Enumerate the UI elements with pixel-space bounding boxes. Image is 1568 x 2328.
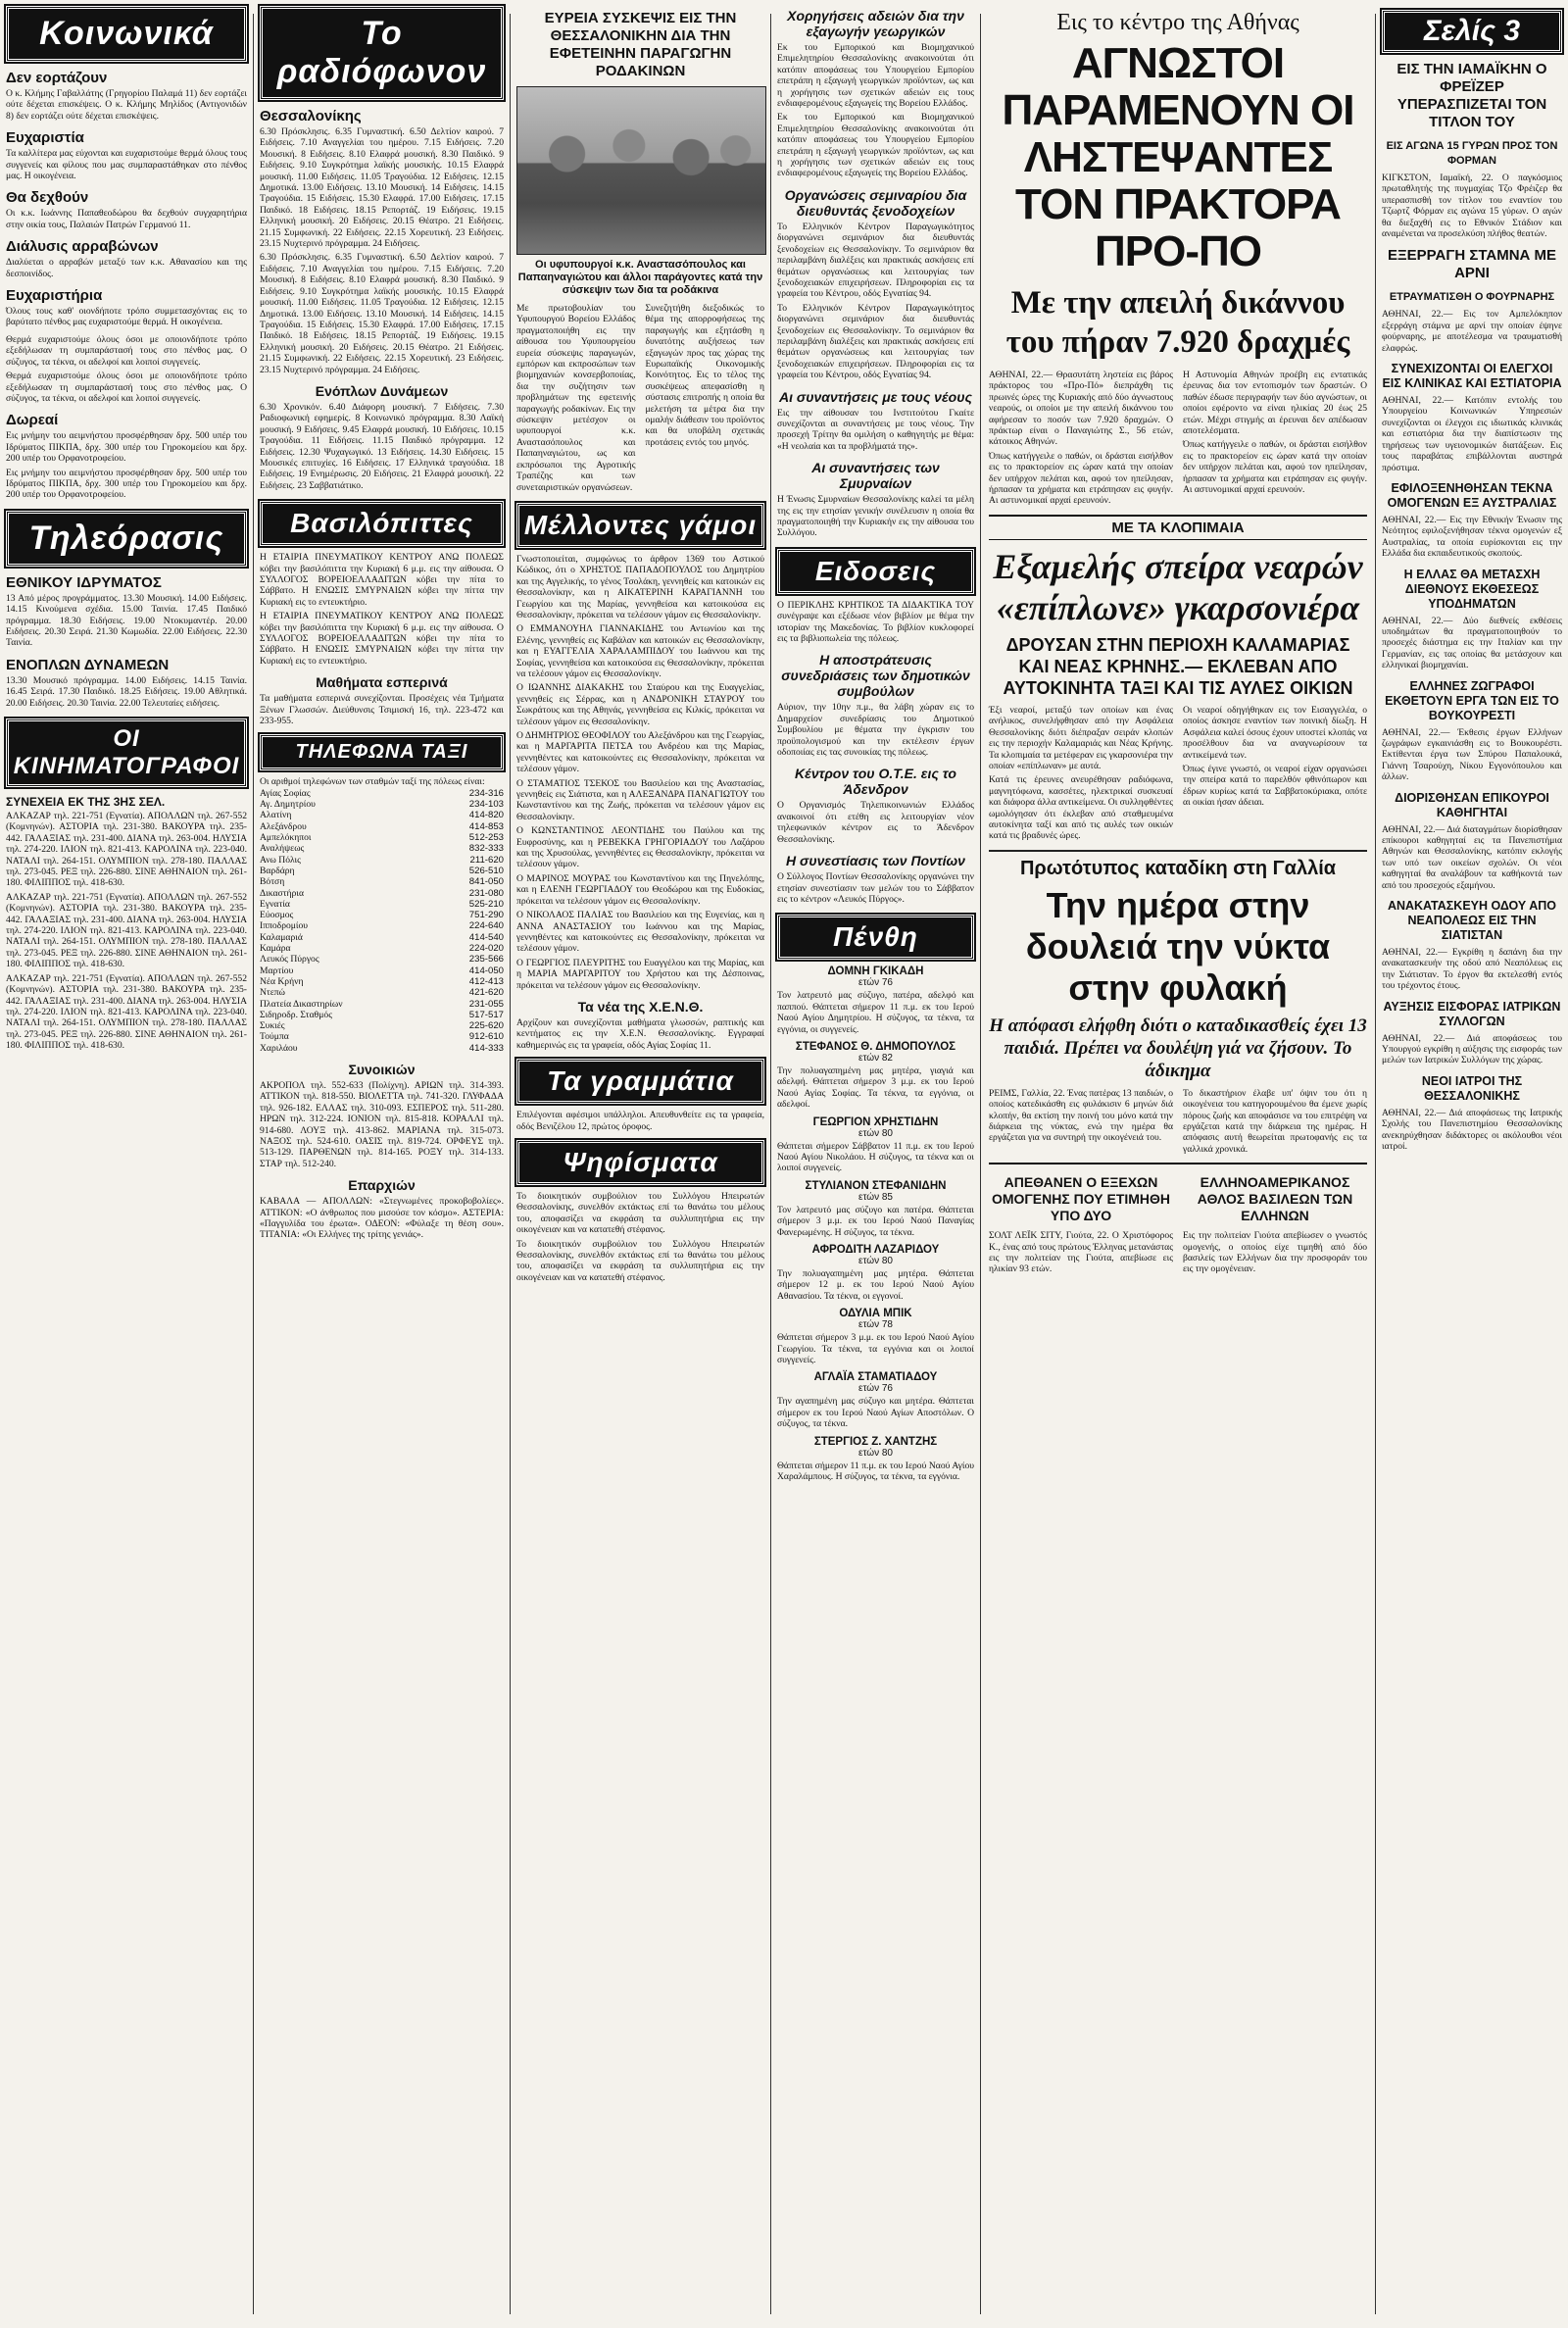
obituary-text: Την πολυαγαπημένη μας μητέρα. Θάπτεται σήμερον 12 μ. εκ του Ιερού Ναού Αγίου Αθανασίου. Τα τέκνα, οι εγγονοί. xyxy=(777,1268,974,1302)
province-cinemas-text: ΚΑΒΑΛΑ — ΑΠΟΛΛΩΝ: «Στεγνωμένες προκοβοβολίες». ΑΤΤΙΚΟΝ: «Ο άνθρωπος που μισούσε τον κόσμο». ΑΣΤΕΡΙΑ: «Παγγυλίδα του έρωτα». ΟΔΕΟΝ: «Φύλαξε τη θέση σου». ΤΙΤΑΝΙΑ: «Οι Ελλήνες της τρίτης γενιάς». xyxy=(260,1196,504,1241)
story-text: Το Ελληνικόν Κέντρον Παραγωγικότητος διοργανώνει σεμινάριον δια διευθυντάς ξενοδοχείων εις Θεσσαλονίκην. Το σεμινάριον θα περιλαμβάνη διαλέξεις και πρακτικάς ασκήσεις επί θεμάτων οργανώσεως και λειτουργίας των ξενοδοχειακών επιχειρήσεων. Πληροφορίαι εις τα γραφεία του Κέντρου, οδός Εγνατίας 94. xyxy=(777,302,974,381)
thanks-text: Θερμά ευχαριστούμε όλους όσοι με οποιονδήποτε τρόπο εξεδήλωσαν τη συμπαράστασή τους στο πένθος μας. Ο σύζυγος, τα τέκνα, οι αδελφοί και λοιποί συγγενείς. xyxy=(6,371,247,404)
vasilopita-text: Η ΕΤΑΙΡΙΑ ΠΝΕΥΜΑΤΙΚΟΥ ΚΕΝΤΡΟΥ ΑΝΩ ΠΟΛΕΩΣ κόβει την βασιλόπιττα την Κυριακή 6 μ.μ. εις την αίθουσα. Ο ΣΥΛΛΟΓΟΣ ΒΟΡΕΙΟΕΛΛΑΔΙΤΩΝ κόβει την πίτα το Σάββατο. Η ΕΝΩΣΙΣ ΣΜΥΡΝΑΙΩΝ κόβει την πίττα την Κυριακή εις το εντευκτήριο. xyxy=(260,552,504,608)
lead-kicker: Εις το κέντρο της Αθήνας xyxy=(1056,10,1299,35)
column-radio xyxy=(254,0,510,2328)
taxi-place: Αμπελόκηποι xyxy=(260,832,312,844)
radio-schedule: 6.30 Πρόσκλησις. 6.35 Γυμναστική. 6.50 Δελτίον καιρού. 7 Ειδήσεις. 7.10 Αναγγελίαι του ημέρου. 7.15 Ειδήσεις. 7.20 Μουσική. 8 Ειδήσεις. 8.10 Ελαφρά μουσική. 8.30 Παιδικό. 9 Ειδήσεις. 9.10 Συγκρότημα λαϊκής μουσικής. 10.15 Ελαφρά μουσική. 11.00 Ειδήσεις. 11.05 Τραγούδια. 12 Ειδήσεις. 12.15 Δημοτικά. 13.00 Ειδήσεις. 13.10 Μουσική. 14 Ειδήσεις. 14.15 Τραγούδια. 15 Ειδήσεις. 15.30 Ελαφρά. 17.00 Ειδήσεις. 17.15 Παιδικό. 18 Ειδήσεις. 18.15 Ρεπορτάζ. 19 Ειδήσεις. 19.15 Ελληνική μουσική. 20 Ειδήσεις. 20.15 Θέατρο. 21 Ειδήσεις. 21.15 Συμφωνική. 22 Ειδήσεις. 22.15 Χορευτική. 23 Ειδήσεις. 23.15 Νυχτερινό πρόγραμμα. 24 Ειδήσεις. xyxy=(260,126,504,250)
section-banner-weddings: Μέλλοντες γάμοι xyxy=(516,503,764,548)
story-text: ΣΟΛΤ ΛΕΪΚ ΣΙΤΥ, Γιούτα, 22. Ο Χριστόφορος Κ., ένας από τους πρώτους Έλληνας μετανάστας εις την πολιτείαν της Γιούτα, απεβίωσε εις ηλικίαν 93 ετών. xyxy=(989,1230,1173,1275)
taxi-phone: 412-413 xyxy=(468,975,504,987)
wedding-notice: Ο ΚΩΝΣΤΑΝΤΙΝΟΣ ΛΕΟΝΤΙΔΗΣ του Παύλου και της Ευφροσύνης, και η ΡΕΒΕΚΚΑ ΓΡΗΓΟΡΙΑΔΟΥ του Λαζάρου και της Χρυσούλας, γεννηθέντες εις Θεσσαλονίκην, πρόκειται να τελέσουν γάμον. xyxy=(516,825,764,870)
taxi-row xyxy=(260,810,504,820)
story-headline: Αι συναντήσεις των Σμυρναίων xyxy=(811,460,940,492)
donations-text: Εις μνήμην του αειμνήστου προσφέρθησαν δρχ. 500 υπέρ του Ιδρύματος ΠΙΚΠΑ, δρχ. 300 υπέρ του Γηροκομείου και δρχ. 200 υπέρ του Ορφανοτροφείου. xyxy=(6,430,247,465)
resolutions-text: Το διοικητικόν συμβούλιον του Συλλόγου Ηπειρωτών Θεσσαλονίκης, συνελθόν εκτάκτως επί τω θανάτω του μέλους του, αποφασίζει να εκφράση τα συλλυπητήρια εις την οικογένειαν και να κατατεθή στέφανος. xyxy=(516,1238,764,1283)
tv-channel-title: ΕΘΝΙΚΟΥ ΙΔΡΥΜΑΤΟΣ xyxy=(6,573,162,591)
column-peaches-weddings xyxy=(511,0,770,2328)
story-text: ΑΘΗΝΑΙ, 22.— Διά αποφάσεως του Υπουργού εγκρίθη η αύξησις της εισφοράς των μελών των Ιατρικών Συλλόγων της χώρας. xyxy=(1382,1032,1562,1066)
story-text: Εις την αίθουσαν του Ινστιτούτου Γκαίτε συνεχίζονται αι συναντήσεις με τους νέους. Την προσεχή Τρίτην θα ομιλήση ο καθηγητής με θέμα: «Η νεολαία και τα προβλήματά της». xyxy=(777,407,974,452)
story-text: ΡΕΙΜΣ, Γαλλία, 22. Ένας πατέρας 13 παιδιών, ο οποίος κατεδικάσθη εις φυλάκισιν 6 μηνών διά κλοπήν, θα εκτίση την ποινή του μόνο κατά την διάρκεια της νύκτας, ενώ την ημέρα θα εργάζεται για να συντηρή την οικογένειά του. xyxy=(989,1087,1173,1144)
taxi-phone: 421-620 xyxy=(468,987,504,999)
story-headline: ΕΞΕΡΡΑΓΗ ΣΤΑΜΝΑ ΜΕ ΑΡΝΙ xyxy=(1387,247,1557,282)
story-headline: ΑΝΑΚΑΤΑΣΚΕΥΗ ΟΔΟΥ ΑΠΟ ΝΕΑΠΟΛΕΩΣ ΕΙΣ ΤΗΝ ΣΙΑΤΙΣΤΑΝ xyxy=(1387,899,1557,943)
obituary-text: Θάπτεται σήμερον Σάββατον 11 π.μ. εκ του Ιερού Ναού Αγίου Νικολάου. Η σύζυγος, τα τέκνα και οι λοιποί συγγενείς. xyxy=(777,1140,974,1174)
story-headline: ΣΥΝΕΧΙΖΟΝΤΑΙ ΟΙ ΕΛΕΓΧΟΙ ΕΙΣ ΚΛΙΝΙΚΑΣ ΚΑΙ ΕΣΤΙΑΤΟΡΙΑ xyxy=(1382,362,1562,391)
taxi-place: Τούμπα xyxy=(260,1031,289,1043)
story-text: Το δικαστήριον έλαβε υπ' όψιν του ότι η οικογένεια του κατηγορουμένου θα έμενε χωρίς πόρους ζωής και αποφάσισε να του επιτρέψη να εργάζεται κατά την διάρκεια της ημέρας. Η απόφασις αυτή θεωρείται πρωτοφανής εις τα γαλλικά χρονικά. xyxy=(1183,1087,1367,1155)
obituary-name: ΔΟΜΝΗ ΓΚΙΚΑΔΗ xyxy=(827,966,924,978)
taxi-phone: 526-510 xyxy=(468,865,504,876)
taxi-place: Πλατεία Δικαστηρίων xyxy=(260,998,343,1010)
taxi-phone: 832-333 xyxy=(468,843,504,855)
taxi-place: Εγνατία xyxy=(260,898,290,910)
taxi-phone: 912-610 xyxy=(468,1031,504,1043)
taxi-row xyxy=(260,1020,504,1031)
story-headline: ΑΥΞΗΣΙΣ ΕΙΣΦΟΡΑΣ ΙΑΤΡΙΚΩΝ ΣΥΛΛΟΓΩΝ xyxy=(1383,999,1561,1028)
taxi-phone: 234-103 xyxy=(468,799,504,811)
obituary-age: ετών 76 xyxy=(858,1383,893,1395)
story-text: Η Ένωσις Σμυρναίων Θεσσαλονίκης καλεί τα μέλη της εις την ετησίαν γενικήν συνέλευσιν η οποία θα πραγματοποιηθή την Κυριακήν εις την αίθουσα του Συλλόγου. xyxy=(777,494,974,539)
obituary xyxy=(777,1180,974,1238)
taxi-place: Ανω Πόλις xyxy=(260,854,301,866)
taxi-row xyxy=(260,843,504,854)
section-banner-tv: Τηλεόρασις xyxy=(6,511,247,567)
taxi-place: Δικαστήρια xyxy=(260,887,304,899)
wedding-notice: Ο ΝΙΚΟΛΑΟΣ ΠΑΛΙΑΣ του Βασιλείου και της Ευγενίας, και η ΑΝΝΑ ΑΝΑΣΤΑΣΙΟΥ του Ιωάννου και της Μαρίας, γεννηθέντες και κατοικούντες εις Θεσσαλονίκην, πρόκειται να τελέσουν γάμον. xyxy=(516,910,764,955)
taxi-phone: 841-050 xyxy=(468,876,504,888)
obituary xyxy=(777,1244,974,1302)
gang-headline: Εξαμελής σπείρα νεαρών «επίπλωνε» γκαρσονιέρα xyxy=(993,546,1363,627)
story-headline: Αι συναντήσεις με τους νέους xyxy=(779,388,972,405)
taxi-place: Νέα Κρήνη xyxy=(260,975,304,987)
social-sections xyxy=(6,70,247,328)
taxi-phone: 751-290 xyxy=(468,910,504,921)
section-title: Ευχαριστία xyxy=(6,129,84,147)
wedding-notice: Ο ΓΕΩΡΓΙΟΣ ΠΛΕΥΡΙΤΗΣ του Ευαγγέλου και της Μαρίας, και η ΜΑΡΙΑ ΜΑΡΓΑΡΙΤΟΥ του Χρήστου και της Δέσποινας, πρόκειται να τελέσουν γάμον εις Θεσσαλονίκην. xyxy=(516,957,764,991)
obituary-age: ετών 80 xyxy=(858,1256,893,1266)
obituary xyxy=(777,1041,974,1111)
story-headline: Οργανώσεις σεμιναρίου δια διευθυντάς ξενοδοχείων xyxy=(784,186,967,219)
story-text: ΑΘΗΝΑΙ, 22.— Εις την Εθνικήν Ένωσιν της Νεότητος εφιλοξενήθησαν τέκνα ομογενών εξ Αυστραλίας, τα οποία ευρίσκονται εις την Ελλάδα δια εκπαιδευτικούς σκοπούς. xyxy=(1382,514,1562,560)
donations-text: Εις μνήμην του αειμνήστου προσφέρθησαν δρχ. 500 υπέρ του Ιδρύματος ΠΙΚΠΑ, δρχ. 300 υπέρ του Γηροκομείου και δρχ. 200 υπέρ του Ορφανοτροφείου. xyxy=(6,467,247,501)
radio-schedule: 6.30 Χρονικόν. 6.40 Διάφορη μουσική. 7 Ειδήσεις. 7.30 Ραδιοφωνική εφημερίς. 8 Κοινωνικό πρόγραμμα. 8.30 Λαϊκή μουσική. 9 Ειδήσεις. 9.45 Ελαφρά μουσική. 10 Ειδήσεις. 10.15 Τραγούδια. 11 Ειδήσεις. 11.15 Παιδικό πρόγραμμα. 12 Ειδήσεις. 12.30 Ψυχαγωγικό. 13 Ειδήσεις. 14.30 Ειδήσεις. 15 Μουσικές επιτυχίες. 16 Ειδήσεις. 17 Ελληνικά τραγούδια. 18 Ειδήσεις. 19 Ενημέρωσις. 20 Ειδήσεις. 21 Ελαφρά μουσική. 22 Ειδήσεις. 23 Σαββατιάτικο. xyxy=(260,401,504,491)
taxi-phone: 234-316 xyxy=(468,787,504,799)
obituary-age: ετών 80 xyxy=(858,1127,893,1139)
story-text: Με πρωτοβουλίαν του Υφυπουργού Βορείου Ελλάδος πραγματοποιήθη εις την αίθουσα του Υφυπουργείου ευρεία σύσκεψις παραγωγών, εμπόρων και εκπροσώπων των βιομηχανιών κονσερβοποιίας, δια την συζήτησιν των προβλημάτων της εφετεινής παραγωγής ροδακίνων. Εις την σύσκεψιν μετέσχον οι υφυπουργοί κ.κ. Αναστασόπουλος και Παπαηναγιώτου, ως και εκπρόσωποι της Αγροτικής Τραπέζης και των συνεταιριστικών οργανώσεων. xyxy=(516,303,636,493)
story-text: ΑΘΗΝΑΙ, 22.— Έκθεσις έργων Ελλήνων ζωγράφων εγκαινιάσθη εις το Βουκουρέστι. Εκτίθενται έργα των Σπύρου Παπαλουκά, Γιάννη Τσαρούχη, Νίκου Εγγονόπουλου και άλλων. xyxy=(1382,726,1562,783)
section-text: Οι κ.κ. Ιωάννης Παπαθεοδώρου θα δεχθούν συγχαρητήρια στην οικία τους, Παλαιών Πατρών Γερμανού 11. xyxy=(6,208,247,230)
taxi-place: Βότση xyxy=(260,876,285,888)
column-lead-stories xyxy=(981,0,1375,2328)
story-text: Εκ του Εμπορικού και Βιομηχανικού Επιμελητηρίου Θεσσαλονίκης ανακοινούται ότι κατόπιν αποφάσεως του Υπουργείου Εμπορίου επετράπη η εξαγωγή γεωργικών προϊόντων, ως και η χορήγησις των σχετικών αδειών εις τους ενδιαφερομένους εξαγωγείς της Βορείου Ελλάδος. xyxy=(777,112,974,179)
section-banner-grammata: Τα γραμμάτια xyxy=(516,1059,764,1104)
cinema-listings: ΑΛΚΑΖΑΡ τηλ. 221-751 (Εγνατία). ΑΠΟΛΛΩΝ τηλ. 267-552 (Κομνηνών). ΑΣΤΟΡΙΑ τηλ. 231-380. ΒΑΚΟΥΡΑ τηλ. 235-442. ΓΑΛΑΞΙΑΣ τηλ. 231-400. ΔΙΑΝΑ τηλ. 263-004. ΗΛΥΣΙΑ τηλ. 274-220. ΙΛΙΟΝ τηλ. 821-413. ΚΑΡΟΛΙΝΑ τηλ. 223-040. ΝΑΤΑΛΙ τηλ. 264-151. ΟΛΥΜΠΙΟΝ τηλ. 278-180. ΠΑΛΛΑΣ τηλ. 273-045. ΡΕΞ τηλ. 226-880. ΣΙΝΕ ΑΘΗΝΑΙΟΝ τηλ. 261-180. ΦΙΛΙΠΠΟΣ τηλ. 418-630. xyxy=(6,891,247,970)
section-banner-resolutions: Ψηφίσματα xyxy=(516,1140,764,1185)
meeting-photo xyxy=(516,86,766,255)
obituary-age: ετών 80 xyxy=(858,1447,893,1459)
section-title: Δεν εορτάζουν xyxy=(6,70,108,86)
obituary-text: Τον λατρευτό μας σύζυγο και πατέρα. Θάπτεται σήμερον 3 μ.μ. εκ του Ιερού Ναού Παναγίας Φανερωμένης. Η σύζυγος, τα τέκνα. xyxy=(777,1204,974,1238)
taxi-phone: 414-853 xyxy=(468,820,504,832)
gang-deck: ΔΡΟΥΣΑΝ ΣΤΗΝ ΠΕΡΙΟΧΗ ΚΑΛΑΜΑΡΙΑΣ ΚΑΙ ΝΕΑΣ ΚΡΗΝΗΣ.— ΕΚΛΕΒΑΝ ΑΠΟ ΑΥΤΟΚΙΝΗΤΑ ΤΑΞΙ ΚΑΙ ΤΙΣ ΑΥΛΕΣ ΟΙΚΙΩΝ xyxy=(1003,634,1353,698)
section-bar: ΜΕ ΤΑ ΚΛΟΠΙΜΑΙΑ xyxy=(989,515,1367,540)
taxi-phone: 211-620 xyxy=(469,854,504,866)
section-title: Θα δεχθούν xyxy=(6,189,89,207)
taxi-row xyxy=(260,910,504,920)
taxi-row xyxy=(260,1043,504,1054)
wedding-notice: Γνωστοποιείται, συμφώνως το άρθρον 1369 του Αστικού Κώδικος, ότι ο ΧΡΗΣΤΟΣ ΠΑΠΑΔΟΠΟΥΛΟΣ του Δημητρίου και της Αγγελικής, το γένος Τσολάκη, γεννηθείς και κατοικών εις Θεσσαλονίκην, και η ΑΙΚΑΤΕΡΙΝΗ ΚΑΡΑΓΙΑΝΝΗ του Γεωργίου και της Μαρίας, γεννηθείσα και κατοικούσα εις Θεσσαλονίκην, πρόκειται να τελέσουν γάμον εις Θεσσαλονίκην. xyxy=(516,553,764,620)
cinema-listings: ΑΛΚΑΖΑΡ τηλ. 221-751 (Εγνατία). ΑΠΟΛΛΩΝ τηλ. 267-552 (Κομνηνών). ΑΣΤΟΡΙΑ τηλ. 231-380. ΒΑΚΟΥΡΑ τηλ. 235-442. ΓΑΛΑΞΙΑΣ τηλ. 231-400. ΔΙΑΝΑ τηλ. 263-004. ΗΛΥΣΙΑ τηλ. 274-220. ΙΛΙΟΝ τηλ. 821-413. ΚΑΡΟΛΙΝΑ τηλ. 223-040. ΝΑΤΑΛΙ τηλ. 264-151. ΟΛΥΜΠΙΟΝ τηλ. 278-180. ΠΑΛΛΑΣ τηλ. 273-045. ΡΕΞ τηλ. 226-880. ΣΙΝΕ ΑΘΗΝΑΙΟΝ τηλ. 261-180. ΦΙΛΙΠΠΟΣ τηλ. 418-630. xyxy=(6,972,247,1052)
section-banner-social: Κοινωνικά xyxy=(6,6,247,62)
donations-title: Δωρεαί xyxy=(6,412,59,429)
lessons-text: Τα μαθήματα εσπερινά συνεχίζονται. Προσέχεις νέα Τμήματα Ξένων Γλωσσών. Διεύθυνσις Τσιμισκή 16, τηλ. 223-472 και 233-955. xyxy=(260,693,504,727)
story-headline: Η αποστράτευσις συνεδριάσεις των δημοτικών συμβούλων xyxy=(781,652,970,700)
taxi-row xyxy=(260,866,504,876)
story-text: Εκ του Εμπορικού και Βιομηχανικού Επιμελητηρίου Θεσσαλονίκης ανακοινούται ότι κατόπιν αποφάσεως του Υπουργείου Εμπορίου επετράπη η εξαγωγή γεωργικών προϊόντων, ως και η χορήγησις των σχετικών αδειών εις τους ενδιαφερομένους εξαγωγείς της Βορείου Ελλάδος. xyxy=(777,42,974,110)
taxi-row xyxy=(260,966,504,976)
story-text: ΑΘΗΝΑΙ, 22.— Εγκρίθη η δαπάνη δια την ανακατασκευήν της οδού από Νεαπόλεως εις την Σιάτισταν. Το έργον θα εκτελεσθή εντός του τρέχοντος έτους. xyxy=(1382,947,1562,992)
taxi-phone: 414-333 xyxy=(468,1042,504,1054)
divider xyxy=(989,850,1367,852)
lessons-title: Μαθήματα εσπερινά xyxy=(316,674,448,691)
story-text: Το Ελληνικόν Κέντρον Παραγωγικότητος διοργανώνει σεμινάριον δια διευθυντάς ξενοδοχείων εις Θεσσαλονίκην. Το σεμινάριον θα περιλαμβάνη διαλέξεις και πρακτικάς ασκήσεις επί θεμάτων οργανώσεως και λειτουργίας των ξενοδοχειακών επιχειρήσεων. Πληροφορίαι εις τα γραφεία του Κέντρου, οδός Εγνατίας 94. xyxy=(777,221,974,300)
xeno-text: Αρχίζουν και συνεχίζονται μαθήματα γλωσσών, ραπτικής και κεντήματος εις την Χ.Ε.Ν. Θεσσαλονίκης. Εγγραφαί καθημερινώς εις τα γραφεία, οδός Αγίας Σοφίας 11. xyxy=(516,1016,764,1051)
tv-channel-title: ΕΝΟΠΛΩΝ ΔΥΝΑΜΕΩΝ xyxy=(6,656,170,673)
page-number-badge: Σελίς 3 xyxy=(1382,10,1562,53)
province-cinemas-title: Επαρχιών xyxy=(348,1177,416,1194)
obituary-name: ΓΕΩΡΓΙΟΝ ΧΡΗΣΤΙΔΗΝ xyxy=(812,1115,939,1128)
obituary xyxy=(777,1308,974,1365)
taxi-place: Αλεξάνδρου xyxy=(260,820,307,832)
section-text: Διαλύεται ο αρραβών μεταξύ των κ.κ. Αθανασίου και της δεσποινίδος. xyxy=(6,257,247,279)
photo-caption: Οι υφυπουργοί κ.κ. Αναστασόπουλος και Παπαηναγιώτου και άλλοι παράγοντες κατά την σύσκεψιν των δια τα ροδάκινα xyxy=(517,259,763,296)
cinema-subtitle: ΣΥΝΕΧΕΙΑ ΕΚ ΤΗΣ 3ΗΣ ΣΕΛ. xyxy=(6,795,166,809)
lead-story-body xyxy=(989,370,1367,507)
story-headline: Η ΕΛΛΑΣ ΘΑ ΜΕΤΑΣΧΗ ΔΙΕΘΝΟΥΣ ΕΚΘΕΣΕΩΣ ΥΠΟΔΗΜΑΤΩΝ xyxy=(1403,567,1541,611)
france-headline: Την ημέρα στην δουλειά την νύκτα στην φυλακή xyxy=(1025,884,1331,1008)
story-text: Ο Σύλλογος Ποντίων Θεσσαλονίκης οργανώνει την ετησίαν συνεστίασιν των μελών του το Σάββατον εις το κέντρον «Λευκός Πύργος». xyxy=(777,871,974,905)
obituary-text: Τον λατρευτό μας σύζυγο, πατέρα, αδελφό και παππού. Θάπτεται σήμερον 11 π.μ. εκ του Ιερού Ναού Αγίου Δημητρίου. Η σύζυγος, τα τέκνα, τα εγγόνια, οι συγγενείς. xyxy=(777,990,974,1035)
story-headline: ΝΕΟΙ ΙΑΤΡΟΙ ΤΗΣ ΘΕΣΣΑΛΟΝΙΚΗΣ xyxy=(1421,1073,1523,1103)
obituary-text: Την πολυαγαπημένη μας μητέρα, γιαγιά και αδελφή. Θάπτεται σήμερον 3 μ.μ. εκ του Ιερού Ναού Αγίας Σοφίας. Τα τέκνα, τα εγγόνια, οι αδελφοί. xyxy=(777,1065,974,1111)
taxi-place: Καμάρα xyxy=(260,943,291,955)
obituary-age: ετών 76 xyxy=(858,977,893,989)
section-banner-radio: Το ραδιόφωνον xyxy=(260,6,504,100)
section-title: Διάλυσις αρραβώνων xyxy=(6,238,159,256)
taxi-phone: 517-517 xyxy=(468,1009,504,1020)
taxi-place: Συκιές xyxy=(260,1020,285,1032)
story-text: ΚΙΓΚΣΤΟΝ, Ιαμαϊκή, 22. Ο παγκόσμιος πρωταθλητής της πυγμαχίας Τζο Φρέιζερ θα υπερασπισθή τον τίτλον του εναντίον του Τζωρτζ Φόρμαν εις αγώνα 15 γύρων. Ο αγών θα διεξαχθή εις το Εθνικόν Στάδιον και αναμένεται να προσελκύση πλήθος θεατών. xyxy=(1382,173,1562,240)
taxi-row xyxy=(260,932,504,943)
story-headline: ΕΙΣ ΤΗΝ ΙΑΜΑΪΚΗΝ Ο ΦΡΕΪΖΕΡ ΥΠΕΡΑΣΠΙΖΕΤΑΙ ΤΟΝ ΤΙΤΛΟΝ ΤΟΥ xyxy=(1396,61,1547,130)
obituary-text: Θάπτεται σήμερον 3 μ.μ. εκ του Ιερού Ναού Αγίου Γεωργίου. Τα τέκνα, τα εγγόνια και οι λοιποί συγγενείς. xyxy=(777,1332,974,1366)
xeno-title: Τα νέα της Χ.Ε.Ν.Θ. xyxy=(577,998,704,1015)
taxi-place: Εύοσμος xyxy=(260,910,294,921)
taxi-row xyxy=(260,876,504,887)
radio-station-title: Ενόπλων Δυνάμεων xyxy=(315,382,449,399)
story-text: ΑΘΗΝΑΙ, 22.— Δύο διεθνείς εκθέσεις υποδημάτων θα πραγματοποιηθούν το προσεχές διάστημα εις την Ιταλίαν και την Γερμανίαν, εις τας οποίας θα μετάσχουν και ελληνικαί βιομηχανίαι. xyxy=(1382,615,1562,671)
story-text: Ο Οργανισμός Τηλεπικοινωνιών Ελλάδος ανακοινοί ότι ετέθη εις λειτουργίαν νέον τηλεφωνικόν κέντρον εις το Άδενδρον Θεσσαλονίκης. xyxy=(777,800,974,845)
france-kicker: Πρωτότυπος καταδίκη στη Γαλλία xyxy=(1019,857,1337,879)
story-headline: ΕΦΙΛΟΞΕΝΗΘΗΣΑΝ ΤΕΚΝΑ ΟΜΟΓΕΝΩΝ ΕΞ ΑΥΣΤΡΑΛΙΑΣ xyxy=(1387,480,1557,510)
taxi-phone: 231-055 xyxy=(468,998,504,1010)
story-text: Ο ΠΕΡΙΚΛΗΣ ΚΡΗΤΙΚΟΣ ΤΑ ΔΙΔΑΚΤΙΚΑ ΤΟΥ συνέγραψε και εξέδωσε νέον βιβλίον με θέμα την ιστορίαν της Μακεδονίας. Το βιβλίον κυκλοφορεί εις τα βιβλιοπωλεία της πόλεως. xyxy=(777,599,974,645)
suburb-cinemas-text: ΑΚΡΟΠΟΛ τηλ. 552-633 (Πολίχνη). ΑΡΙΩΝ τηλ. 314-393. ΑΤΤΙΚΟΝ τηλ. 818-550. ΒΙΟΛΕΤΤΑ τηλ. 741-320. ΓΛΥΦΑΔΑ τηλ. 926-182. ΕΛΛΑΣ τηλ. 310-093. ΕΣΠΕΡΟΣ τηλ. 511-280. ΗΡΩΝ τηλ. 312-224. ΙΟΝΙΟΝ τηλ. 815-818. ΚΟΡΑΛΛΙ τηλ. 914-680. ΛΟΥΞ τηλ. 413-862. ΜΑΡΙΑΝΑ τηλ. 315-073. ΝΑΞΟΣ τηλ. 524-610. ΟΑΣΙΣ τηλ. 819-724. ΟΡΦΕΥΣ τηλ. 513-129. ΠΑΡΘΕΝΩΝ τηλ. 814-165. ΡΟΞΥ τηλ. 314-133. ΣΤΑΡ τηλ. 512-240. xyxy=(260,1080,504,1169)
obituary xyxy=(777,1436,974,1483)
column-news-obituaries xyxy=(771,0,980,2328)
lead-subheadline: Με την απειλή δικάννου του πήραν 7.920 δραχμές xyxy=(1005,285,1350,360)
section-title: Ευχαριστήρια xyxy=(6,287,103,305)
story-headline: ΔΙΟΡΙΣΘΗΣΑΝ ΕΠΙΚΟΥΡΟΙ ΚΑΘΗΓΗΤΑΙ xyxy=(1395,790,1549,819)
wedding-notice: Ο ΔΗΜΗΤΡΙΟΣ ΘΕΟΦΙΛΟΥ του Αλεξάνδρου και της Γεωργίας, και η ΜΑΡΓΑΡΙΤΑ ΠΕΤΣΑ του Ανδρέου και της Μαρίας, γεννηθέντες και κατοικούντες εις Θεσσαλονίκην, πρόκειται να τελέσουν γάμον. xyxy=(516,730,764,775)
taxi-phone: 231-080 xyxy=(468,887,504,899)
radio-station-title: Θεσσαλονίκης xyxy=(260,108,362,124)
story-text: Όπως κατήγγειλε ο παθών, οι δράσται εισήλθον εις το πρακτορείον εις ώραν κατά την οποίαν δεν υπήρχον πελάται και, αφού τον ηπείλησαν, ήρπασαν τα χρήματα και ετράπησαν εις φυγήν. Αι αστυνομικαί αρχαί ερευνούν. xyxy=(989,450,1173,507)
taxi-row xyxy=(260,832,504,843)
section-banner-publications: Ειδοσεις xyxy=(777,549,974,594)
vasilopita-text: Η ΕΤΑΙΡΙΑ ΠΝΕΥΜΑΤΙΚΟΥ ΚΕΝΤΡΟΥ ΑΝΩ ΠΟΛΕΩΣ κόβει την βασιλόπιττα την Κυριακή 6 μ.μ. εις την αίθουσα. Ο ΣΥΛΛΟΓΟΣ ΒΟΡΕΙΟΕΛΛΑΔΙΤΩΝ κόβει την πίτα το Σάββατο. Η ΕΝΩΣΙΣ ΣΜΥΡΝΑΙΩΝ κόβει την πίττα την Κυριακή εις το εντευκτήριο. xyxy=(260,611,504,667)
story-headline: Η συνεστίασις των Ποντίων xyxy=(786,853,965,869)
taxi-place: Μαρτίου xyxy=(260,965,294,976)
story-text: Όπως έγινε γνωστό, οι νεαροί είχαν οργανώσει την σπείρα κατά το παρελθόν φθινόπωρον και έδρων κυρίως κατά τα Σαββατοκύριακα, οπότε αι οικίαι ήσαν άδειαι. xyxy=(1183,763,1367,809)
story-text: Έξι νεαροί, μεταξύ των οποίων και ένας ανήλικος, συνελήφθησαν από την Ασφάλεια Θεσσαλονίκης διότι διέπραξαν σειράν κλοπών εις την περιοχήν Καλαμαριάς και Νέας Κρήνης. Τα κλοπιμαία τα μετέφεραν εις γκαρσονιέρα την οποίαν «επίπλωναν» με αυτά. xyxy=(989,704,1173,771)
taxi-place: Αγ. Δημητρίου xyxy=(260,799,316,811)
obituaries-list xyxy=(777,966,974,1482)
obituary-text: Θάπτεται σήμερον 11 π.μ. εκ του Ιερού Ναού Αγίου Χαραλάμπους. Η σύζυγος, τα τέκνα, τα εγγόνια. xyxy=(777,1460,974,1483)
story-headline: ΕΛΛΗΝΕΣ ΖΩΓΡΑΦΟΙ ΕΚΘΕΤΟΥΝ ΕΡΓΑ ΤΩΝ ΕΙΣ ΤΟ ΒΟΥΚΟΥΡΕΣΤΙ xyxy=(1385,678,1559,722)
taxi-row xyxy=(260,788,504,799)
wedding-notice: Ο ΜΑΡΙΝΟΣ ΜΟΥΡΑΣ του Κωνσταντίνου και της Πηνελόπης, και η ΕΛΕΝΗ ΓΕΩΡΓΙΑΔΟΥ του Θεοδώρου και της Ευδοκίας, πρόκειται να τελέσουν γάμον εις Θεσσαλονίκην. xyxy=(516,872,764,907)
taxi-phone: 224-020 xyxy=(468,943,504,955)
weddings-list xyxy=(516,554,764,991)
taxi-phone: 225-620 xyxy=(468,1020,504,1032)
taxi-row xyxy=(260,920,504,931)
obituary-age: ετών 78 xyxy=(858,1319,893,1331)
taxi-place: Χαριλάου xyxy=(260,1042,298,1054)
obituary xyxy=(777,1371,974,1429)
taxi-place: Αγίας Σοφίας xyxy=(260,787,311,799)
lead-headline: ΑΓΝΩΣΤΟΙ ΠΑΡΑΜΕΝΟΥΝ ΟΙ ΛΗΣΤΕΨΑΝΤΕΣ ΤΟΝ ΠΡΑΚΤΟΡΑ ΠΡΟ-ΠΟ xyxy=(1002,39,1354,275)
france-deck: Η απόφασι ελήφθη διότι ο καταδικασθείς έχει 13 παιδιά. Πρέπει να δουλέψη γιά να ζήσουν. Το άδικημα xyxy=(989,1015,1367,1081)
taxi-place: Καλαμαριά xyxy=(260,931,303,943)
obituary-age: ετών 82 xyxy=(858,1052,893,1064)
taxi-row xyxy=(260,954,504,965)
story-headline: ΑΠΕΘΑΝΕΝ Ο ΕΞΕΧΩΝ ΟΜΟΓΕΝΗΣ ΠΟΥ ΕΤΙΜΗΘΗ ΥΠΟ ΔΥΟ xyxy=(991,1174,1171,1224)
story-headline: Χορηγήσεις αδειών δια την εξαγωγήν γεωργικών xyxy=(787,8,964,39)
taxi-row xyxy=(260,976,504,987)
taxi-place: Σιδηροδρ. Σταθμός xyxy=(260,1009,333,1020)
taxi-place: Ιπποδρομίου xyxy=(260,920,309,932)
taxi-place: Ντεπώ xyxy=(260,987,285,999)
story-text: ΑΘΗΝΑΙ, 22.— Διά αποφάσεως της Ιατρικής Σχολής του Πανεπιστημίου Θεσσαλονίκης ανεκηρύχθησαν διδάκτορες οι ακόλουθοι νέοι ιατροί. xyxy=(1382,1107,1562,1153)
obituary-name: ΟΔΥΛΙΑ ΜΠΙΚ xyxy=(839,1308,912,1320)
suburb-cinemas-title: Συνοικιών xyxy=(348,1062,416,1077)
france-story-body xyxy=(989,1088,1367,1155)
cinema-listings: ΑΛΚΑΖΑΡ τηλ. 221-751 (Εγνατία). ΑΠΟΛΛΩΝ τηλ. 267-552 (Κομνηνών). ΑΣΤΟΡΙΑ τηλ. 231-380. ΒΑΚΟΥΡΑ τηλ. 235-442. ΓΑΛΑΞΙΑΣ τηλ. 231-400. ΔΙΑΝΑ τηλ. 263-004. ΗΛΥΣΙΑ τηλ. 274-220. ΙΛΙΟΝ τηλ. 821-413. ΚΑΡΟΛΙΝΑ τηλ. 223-040. ΝΑΤΑΛΙ τηλ. 264-151. ΟΛΥΜΠΙΟΝ τηλ. 278-180. ΠΑΛΛΑΣ τηλ. 273-045. ΡΕΞ τηλ. 226-880. ΣΙΝΕ ΑΘΗΝΑΙΟΝ τηλ. 261-180. ΦΙΛΙΠΠΟΣ τηλ. 418-630. xyxy=(6,811,247,889)
story-text: Αύριον, την 10ην π.μ., θα λάβη χώραν εις το Δημαρχείον συνεδρίασις του Δημοτικού Συμβουλίου με θέματα την έγκρισιν του προϋπολογισμού και την εκτέλεσιν έργων οδοποιίας εις τας συνοικίας της πόλεως. xyxy=(777,702,974,759)
taxi-phone: 414-820 xyxy=(468,810,504,821)
taxi-phone-list xyxy=(260,788,504,1054)
taxi-phone: 414-050 xyxy=(468,965,504,976)
obituary-name: ΑΓΛΑΪΑ ΣΤΑΜΑΤΙΑΔΟΥ xyxy=(813,1371,938,1384)
taxi-row xyxy=(260,999,504,1010)
radio-schedule: 6.30 Πρόσκλησις. 6.35 Γυμναστική. 6.50 Δελτίον καιρού. 7 Ειδήσεις. 7.10 Αναγγελίαι του ημέρου. 7.15 Ειδήσεις. 7.20 Μουσική. 8 Ειδήσεις. 8.10 Ελαφρά μουσική. 8.30 Παιδικό. 9 Ειδήσεις. 9.10 Συγκρότημα λαϊκής μουσικής. 10.15 Ελαφρά μουσική. 11.00 Ειδήσεις. 11.05 Τραγούδια. 12 Ειδήσεις. 12.15 Δημοτικά. 13.00 Ειδήσεις. 13.10 Μουσική. 14 Ειδήσεις. 14.15 Τραγούδια. 15 Ειδήσεις. 15.30 Ελαφρά. 17.00 Ειδήσεις. 17.15 Παιδικό. 18 Ειδήσεις. 18.15 Ρεπορτάζ. 19 Ειδήσεις. 19.15 Ελληνική μουσική. 20 Ειδήσεις. 20.15 Θέατρο. 21 Ειδήσεις. 21.15 Συμφωνική. 22 Ειδήσεις. 22.15 Χορευτική. 23 Ειδήσεις. 23.15 Νυχτερινό πρόγραμμα. 24 Ειδήσεις. xyxy=(260,252,504,375)
thanks-text: Θερμά ευχαριστούμε όλους όσοι με οποιονδήποτε τρόπο εξεδήλωσαν τη συμπαράστασή τους στο πένθος μας. Ο σύζυγος, τα τέκνα, οι αδελφοί και λοιποί συγγενείς. xyxy=(6,333,247,368)
story-text: Εις την πολιτείαν Γιούτα απεβίωσεν ο γνωστός ομογενής, ο οποίος είχε τιμηθή από δύο βασιλείς των Ελλήνων δια την προσφοράν του εις την ομογένειαν. xyxy=(1183,1230,1367,1275)
section-banner-cinemas: ΟΙ ΚΙΝΗΜΑΤΟΓΡΑΦΟΙ xyxy=(6,718,247,787)
resolutions-text: Το διοικητικόν συμβούλιον του Συλλόγου Ηπειρωτών Θεσσαλονίκης, συνελθόν εκτάκτως επί τω θανάτω του μέλους του, αποφασίζει να εκφράση τα συλλυπητήρια εις την οικογένειαν και να κατατεθή στέφανος. xyxy=(516,1190,764,1236)
story-text: Όπως κατήγγειλε ο παθών, οι δράσται εισήλθον εις το πρακτορείον εις ώραν κατά την οποίαν δεν υπήρχον πελάται και, αφού τον ηπείλησαν, ήρπασαν τα χρήματα και ετράπησαν εις φυγήν. Αι αστυνομικαί αρχαί ερευνούν. xyxy=(1183,439,1367,496)
obituary-name: ΑΦΡΟΔΙΤΗ ΛΑΖΑΡΙΔΟΥ xyxy=(811,1244,940,1256)
section-banner-mourning: Πένθη xyxy=(777,915,974,960)
story-text: ΑΘΗΝΑΙ, 22.— Κατόπιν εντολής του Υπουργείου Κοινωνικών Υπηρεσιών συνεχίζονται οι έλεγχοι εις ιδιωτικάς κλινικάς και εστιατόρια δια την διαπίστωσιν της τηρήσεως των υγειονομικών διατάξεων. Εις τους παραβάτας επιβάλλονται αυστηρά πρόστιμα. xyxy=(1382,395,1562,473)
obituary-name: ΣΤΕΡΓΙΟΣ Ζ. ΧΑΝΤΖΗΣ xyxy=(813,1435,938,1448)
taxi-intro: Οι αριθμοί τηλεφώνων των σταθμών ταξί της πόλεως είναι: xyxy=(260,776,485,788)
taxi-phone: 224-640 xyxy=(468,920,504,932)
taxi-phone: 512-253 xyxy=(468,832,504,844)
photo-story xyxy=(516,303,764,493)
taxi-place: Αλατίνη xyxy=(260,810,292,821)
column-brief-news xyxy=(1376,0,1568,2328)
story-text: Κατά τις έρευνες ανευρέθησαν ραδιόφωνα, μαγνητόφωνα, κασσέτες, ηλεκτρικαί συσκευαί και διάφορα άλλα αντικείμενα. Οι συλληφθέντες ωμολόγησαν ότι έκλεβαν από σταθμευμένα αυτοκίνητα ταξί και από τις αυλές των οικιών κατά τις βραδυνές ώρες. xyxy=(989,774,1174,842)
column-social xyxy=(0,0,253,2328)
taxi-phone: 235-566 xyxy=(468,954,504,966)
section-text: Τα καλλίτερα μας εύχονται και ευχαριστούμε θερμά όλους τους συγγενείς και φίλους που μας συμπαραστάθηκαν στο πένθος μας. Η οικογένεια. xyxy=(6,148,247,182)
section-text: Ο κ. Κλήμης Γαβαλλάτης (Γρηγορίου Παλαμά 11) δεν εορτάζει ούτε δέχεται επισκέψεις. Ο κ. Κλήμης Μηλίδος (Αντιγονιδών 8) δεν εορτάζει ούτε δέχεται επισκέψεις. xyxy=(6,88,247,122)
wedding-notice: Ο ΣΤΑΜΑΤΙΟΣ ΤΣΕΚΟΣ του Βασιλείου και της Αναστασίας, γεννηθείς εις Σιάτιστα, και η ΑΛΕΞΑΝΔΡΑ ΠΑΝΑΓΙΩΤΟΥ του Κωνσταντίνου και της Ζωής, πρόκειται να τελέσουν γάμον εις Θεσσαλονίκην. xyxy=(516,777,764,822)
wedding-notice: Ο ΙΩΑΝΝΗΣ ΔΙΑΚΑΚΗΣ του Σταύρου και της Ευαγγελίας, γεννηθείς εις Σέρρας, και η ΑΝΔΡΟΝΙΚΗ ΣΤΑΥΡΟΥ του Σωκράτους και της Αθηνάς, γεννηθείσα εις Κιλκίς, πρόκειται να τελέσουν γάμον εις Θεσσαλονίκην. xyxy=(516,682,764,727)
taxi-place: Λευκός Πύργος xyxy=(260,954,319,966)
grammata-text: Επιλέγονται αφέσιμοι υπάλληλοι. Απευθυνθείτε εις τα γραφεία, οδός Βενιζέλου 12, πρώτος όροφος. xyxy=(516,1110,764,1132)
story-text: Συνεζητήθη διεξοδικώς το θέμα της απορροφήσεως της παραγωγής και εξητάσθη η δυνατότης αυξήσεως των εξαγωγών προς τας χώρας της Ευρωπαϊκής Οικονομικής Κοινότητος. Εις το τέλος της συσκέψεως απεφασίσθη η σύστασις επιτροπής η οποία θα μελετήση τα μέτρα δια την ομαλήν διάθεσιν του προϊόντος και θα υποβάλη σχετικάς προτάσεις εντός του μηνός. xyxy=(645,303,764,448)
obituary-name: ΣΤΥΛΙΑΝΟΝ ΣΤΕΦΑΝΙΔΗΝ xyxy=(805,1179,947,1192)
obituary-name: ΣΤΕΦΑΝΟΣ Θ. ΔΗΜΟΠΟΥΛΟΣ xyxy=(795,1040,956,1053)
gang-story-body xyxy=(989,705,1367,842)
taxi-row xyxy=(260,1031,504,1042)
taxi-phone: 414-540 xyxy=(468,931,504,943)
wedding-notice: Ο ΕΜΜΑΝΟΥΗΛ ΓΙΑΝΝΑΚΙΔΗΣ του Αντωνίου και της Ελένης, γεννηθείς εις Καβάλαν και κατοικών εις Θεσσαλονίκην, και η ΕΥΑΓΓΕΛΙΑ ΧΑΡΑΛΑΜΠΙΔΟΥ του Ιωάννου και της Σοφίας, γεννηθείσα και κατοικούσα εις Θεσσαλονίκην, πρόκειται να τελέσουν γάμον εις Θεσσαλονίκην. xyxy=(516,623,764,679)
obituary-age: ετών 85 xyxy=(858,1191,893,1203)
taxi-row xyxy=(260,821,504,832)
story-subheadline: ΕΙΣ ΑΓΩΝΑ 15 ΓΥΡΩΝ ΠΡΟΣ ΤΟΝ ΦΟΡΜΑΝ xyxy=(1386,140,1558,167)
photo-headline: ΕΥΡΕΙΑ ΣΥΣΚΕΨΙΣ ΕΙΣ ΤΗΝ ΘΕΣΣΑΛΟΝΙΚΗΝ ΔΙΑ ΤΗΝ ΕΦΕΤΕΙΝΗΝ ΠΑΡΑΓΩΓΗΝ ΡΟΔΑΚΙΝΩΝ xyxy=(544,10,737,79)
taxi-row xyxy=(260,888,504,899)
taxi-row xyxy=(260,1010,504,1020)
story-text: ΑΘΗΝΑΙ, 22.— Θρασυτάτη ληστεία εις βάρος πράκτορος του «Προ-Πό» διεπράχθη τις πρωινές ώρες της Κυριακής από δύο άγνωστους νεαρούς, οι οποίοι με την απειλή δικάννου του αφήρεσαν το ποσόν των 7.920 δραχμών. Ο πράκτωρ είναι ο Παναγιώτης Σ., 56 ετών, κάτοικος Αθηνών. xyxy=(989,370,1173,448)
section-text: Όλους τους καθ' οιονδήποτε τρόπο συμμετασχόντας εις το βαρύτατο πένθος μας ευχαριστούμε θερμά. Η οικογένεια. xyxy=(6,306,247,328)
obituary xyxy=(777,1116,974,1174)
tv-schedule: 13 Από μέρος προγράμματος. 13.30 Μουσική. 14.00 Ειδήσεις. 14.15 Κινούμενα σχέδια. 15.00 Ταινία. 17.45 Παιδικό πρόγραμμα. 18.30 Ειδήσεις. 19.00 Ντοκυμαντέρ. 20.00 Ειδήσεις. 20.30 Σειρά. 21.30 Κωμωδία. 22.00 Ειδήσεις. 22.30 Ταινία. xyxy=(6,592,247,649)
bottom-stories xyxy=(989,1163,1367,1275)
obituary-text: Την αγαπημένη μας σύζυγο και μητέρα. Θάπτεται σήμερον εκ του Ιερού Ναού Αγίων Αποστόλων. Ο σύζυγος, τα τέκνα. xyxy=(777,1396,974,1430)
section-banner-taxi: ΤΗΛΕΦΩΝΑ ΤΑΞΙ xyxy=(260,734,504,770)
section-banner-vasilopites: Βασιλόπιττες xyxy=(260,501,504,546)
story-headline: ΕΛΛΗΝΟΑΜΕΡΙΚΑΝΟΣ ΑΘΛΟΣ ΒΑΣΙΛΕΩΝ ΤΩΝ ΕΛΛΗΝΩΝ xyxy=(1197,1174,1353,1224)
tv-schedule: 13.30 Μουσικό πρόγραμμα. 14.00 Ειδήσεις. 14.15 Ταινία. 16.45 Σειρά. 17.30 Παιδικό. 18.25 Ειδήσεις. 19.00 Αθλητικά. 20.00 Ειδήσεις. 20.30 Ταινία. 22.00 Τελευταίες ειδήσεις. xyxy=(6,674,247,709)
story-headline: Κέντρον του Ο.Τ.Ε. εις το Άδενδρον xyxy=(795,766,956,798)
taxi-row xyxy=(260,855,504,866)
taxi-row xyxy=(260,943,504,954)
taxi-row xyxy=(260,987,504,998)
story-text: ΑΘΗΝΑΙ, 22.— Εις τον Αμπελόκηπον εξερράγη στάμνα με αρνί την οποίαν έψηνε φούρναρης, με αποτέλεσμα να τραυματισθή ελαφρώς. xyxy=(1382,309,1562,354)
taxi-row xyxy=(260,799,504,810)
story-text: Η Αστυνομία Αθηνών προέβη εις εντατικάς έρευνας δια τον εντοπισμόν των δραστών. Ο παθών έδωσε περιγραφήν των δύο αγνώστων, οι οποίοι εφέροντο να είναι ηλικίας 20 έως 25 ετών. Μέχρι στιγμής αι έρευναι δεν απέδωσαν αποτελέσματα. xyxy=(1183,370,1367,437)
taxi-row xyxy=(260,899,504,910)
taxi-place: Βαρδάρη xyxy=(260,865,295,876)
story-text: Οι νεαροί οδηγήθηκαν εις τον Εισαγγελέα, ο οποίος άσκησε εναντίον των ποινική δίωξη. Η Ασφάλεια καλεί όσους έχουν υποστεί κλοπάς να προσέλθουν δια να αναγνωρίσουν τα αντικείμενά των. xyxy=(1183,704,1367,761)
story-text: ΑΘΗΝΑΙ, 22.— Διά διαταγμάτων διορίσθησαν επίκουροι καθηγηταί εις τα Πανεπιστήμια Αθηνών και Θεσσαλονίκης, κατόπιν εκλογής των υπό των οικείων σχολών. Οι νέοι καθηγηταί θα αναλάβουν τα καθήκοντά των από του προσεχούς εξαμήνου. xyxy=(1382,823,1562,891)
story-subheadline: ΕΤΡΑΥΜΑΤΙΣΘΗ Ο ΦΟΥΡΝΑΡΗΣ xyxy=(1389,291,1555,304)
obituary xyxy=(777,966,974,1035)
taxi-place: Αναλήψεως xyxy=(260,843,305,855)
taxi-phone: 525-210 xyxy=(468,898,504,910)
